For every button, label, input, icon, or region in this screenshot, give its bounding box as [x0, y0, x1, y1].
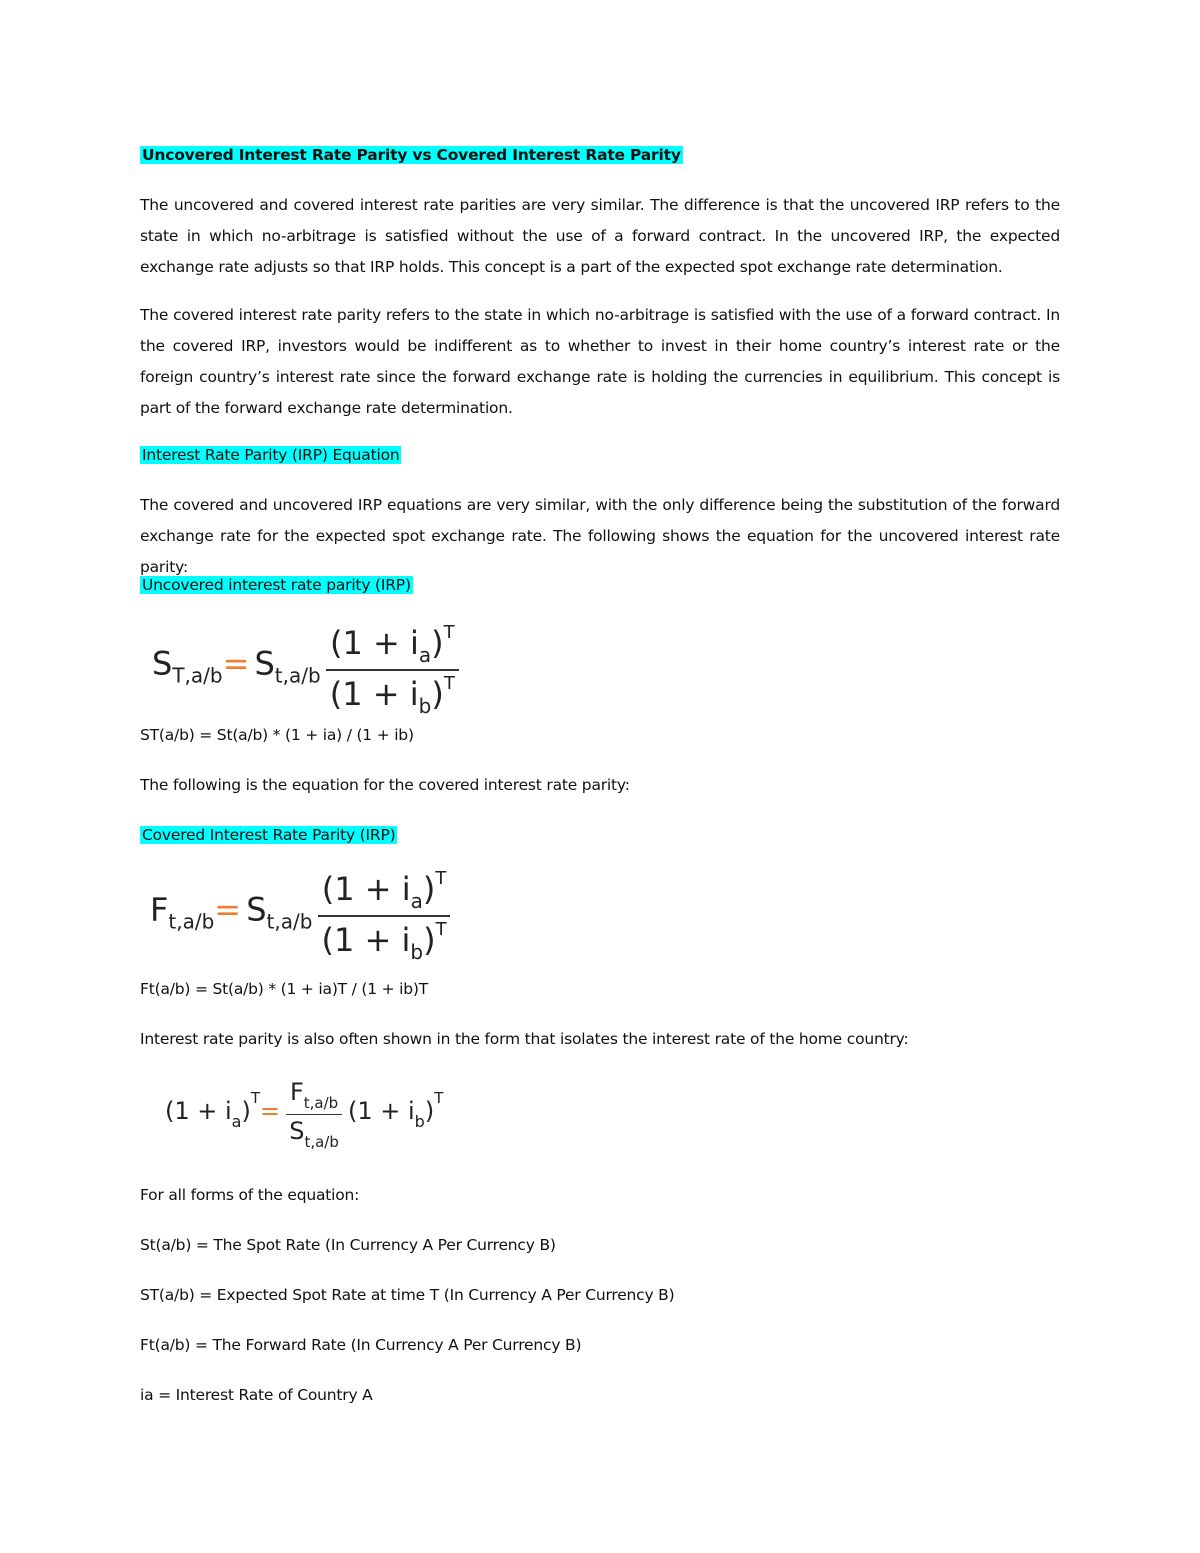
eq3-rhs-close: )	[424, 1097, 435, 1125]
eq2-denominator	[318, 917, 451, 964]
eq2-den-close: )	[423, 921, 436, 959]
eq2-rhs-sub: t,a/b	[266, 909, 313, 934]
eq1-rhs-sub: t,a/b	[274, 663, 321, 688]
heading-uncovered-irp	[140, 570, 1060, 601]
eq1-lhs-sub: T,a/b	[172, 663, 223, 688]
eq2-num-close: )	[422, 870, 436, 908]
definition-spot-rate: St(a/b) = The Spot Rate (In Currency A Per Currency B)	[140, 1236, 556, 1254]
eq2-rhs: S	[246, 890, 267, 929]
eq1-lhs: S	[152, 644, 173, 683]
eq3-num-text: F	[289, 1078, 304, 1106]
eq1-den-close: )	[431, 675, 444, 713]
eq3-numerator	[286, 1078, 342, 1115]
eq3-rhs-sup: T	[434, 1089, 444, 1107]
eq3-lhs-sub: a	[231, 1112, 242, 1131]
eq1-den-sub: b	[418, 694, 432, 718]
eq1-num-sub: a	[418, 643, 432, 667]
heading-irp-equation	[140, 440, 1060, 471]
eq2-numerator	[318, 868, 451, 917]
eq3-lhs-close: )	[241, 1097, 251, 1125]
eq2-lhs-sub: t,a/b	[168, 909, 215, 934]
heading-irp-equation-text: Interest Rate Parity (IRP) Equation	[142, 446, 400, 464]
eq1-den-text: (1 + i	[329, 675, 419, 713]
eq1-fraction	[326, 622, 459, 718]
eq1-numerator	[326, 622, 459, 671]
heading-covered-irp-text: Covered Interest Rate Parity (IRP)	[142, 826, 396, 844]
heading-covered-irp	[140, 820, 1060, 851]
eq3-rhs-sub: b	[414, 1112, 425, 1131]
eq2-den-sup: T	[435, 919, 447, 940]
eq3-den-text: S	[289, 1117, 305, 1145]
eq2-num-text: (1 + i	[321, 870, 411, 908]
eq1-rhs: S	[254, 644, 275, 683]
eq3-fraction	[285, 1078, 343, 1151]
paragraph-equation-intro: The covered and uncovered IRP equations are very similar, with the only difference being the substitution of the forward exchange rate for the expected spot exchange rate. The following shows the equation for the uncovered interest rate parity:	[140, 496, 1060, 576]
isolated-home-rate-equation	[165, 1078, 443, 1151]
paragraph-covered-intro: The following is the equation for the covered interest rate parity:	[140, 776, 630, 794]
paragraph-covered-definition: The covered interest rate parity refers to the state in which no-arbitrage is satisfied with the use of a forward contract. In the covered IRP, investors would be indifferent as to whether to invest in their home country’s interest rate or the foreign country’s interest rate since the forward exchange rate is holding the currencies in equilibrium. This concept is part of the forward exchange rate determination.	[140, 306, 1060, 417]
eq1-denominator	[326, 671, 459, 718]
covered-irp-equation	[150, 868, 451, 964]
paragraph-all-forms: For all forms of the equation:	[140, 1186, 360, 1204]
eq1-den-sup: T	[443, 673, 455, 694]
eq3-lhs-sup: T	[250, 1089, 261, 1107]
definition-forward-rate: Ft(a/b) = The Forward Rate (In Currency A Per Currency B)	[140, 1336, 582, 1354]
eq1-num-sup: T	[443, 622, 455, 643]
uncovered-irp-equation	[152, 622, 459, 718]
uncovered-irp-text-formula: ST(a/b) = St(a/b) * (1 + ia) / (1 + ib)	[140, 726, 414, 744]
eq2-num-sup: T	[435, 868, 447, 889]
eq2-num-sub: a	[410, 889, 423, 913]
eq2-den-text: (1 + i	[321, 921, 411, 959]
eq2-fraction	[318, 868, 451, 964]
paragraph-uncovered-vs-covered: The uncovered and covered interest rate parities are very similar. The difference is that the uncovered IRP refers to the state in which no-arbitrage is satisfied without the use of a forward contract. In the uncovered IRP, the expected exchange rate adjusts so that IRP holds. This concept is a part of the expected spot exchange rate determination.	[140, 196, 1060, 276]
definition-interest-rate-a: ia = Interest Rate of Country A	[140, 1386, 373, 1404]
eq3-rhs: (1 + i	[347, 1097, 415, 1125]
paragraph-home-country-form: Interest rate parity is also often shown in the form that isolates the interest rate of the home country:	[140, 1030, 909, 1048]
eq3-den-sub: t,a/b	[304, 1133, 339, 1151]
eq2-den-sub: b	[410, 940, 424, 964]
document-title-text: Uncovered Interest Rate Parity vs Covered Interest Rate Parity	[142, 146, 681, 164]
eq3-denominator	[285, 1115, 343, 1151]
document-title	[140, 140, 1060, 171]
eq3-equals: =	[260, 1097, 281, 1125]
eq3-num-sub: t,a/b	[303, 1094, 339, 1112]
definition-expected-spot-rate: ST(a/b) = Expected Spot Rate at time T (In Currency A Per Currency B)	[140, 1286, 675, 1304]
eq3-lhs: (1 + i	[165, 1097, 232, 1125]
eq2-lhs: F	[150, 890, 169, 929]
covered-irp-text-formula: Ft(a/b) = St(a/b) * (1 + ia)T / (1 + ib)T	[140, 980, 429, 998]
eq1-num-text: (1 + i	[330, 624, 419, 662]
eq2-equals: =	[214, 890, 242, 929]
eq1-num-close: )	[431, 624, 444, 662]
eq1-equals: =	[222, 644, 250, 683]
heading-uncovered-irp-text: Uncovered interest rate parity (IRP)	[142, 576, 411, 594]
